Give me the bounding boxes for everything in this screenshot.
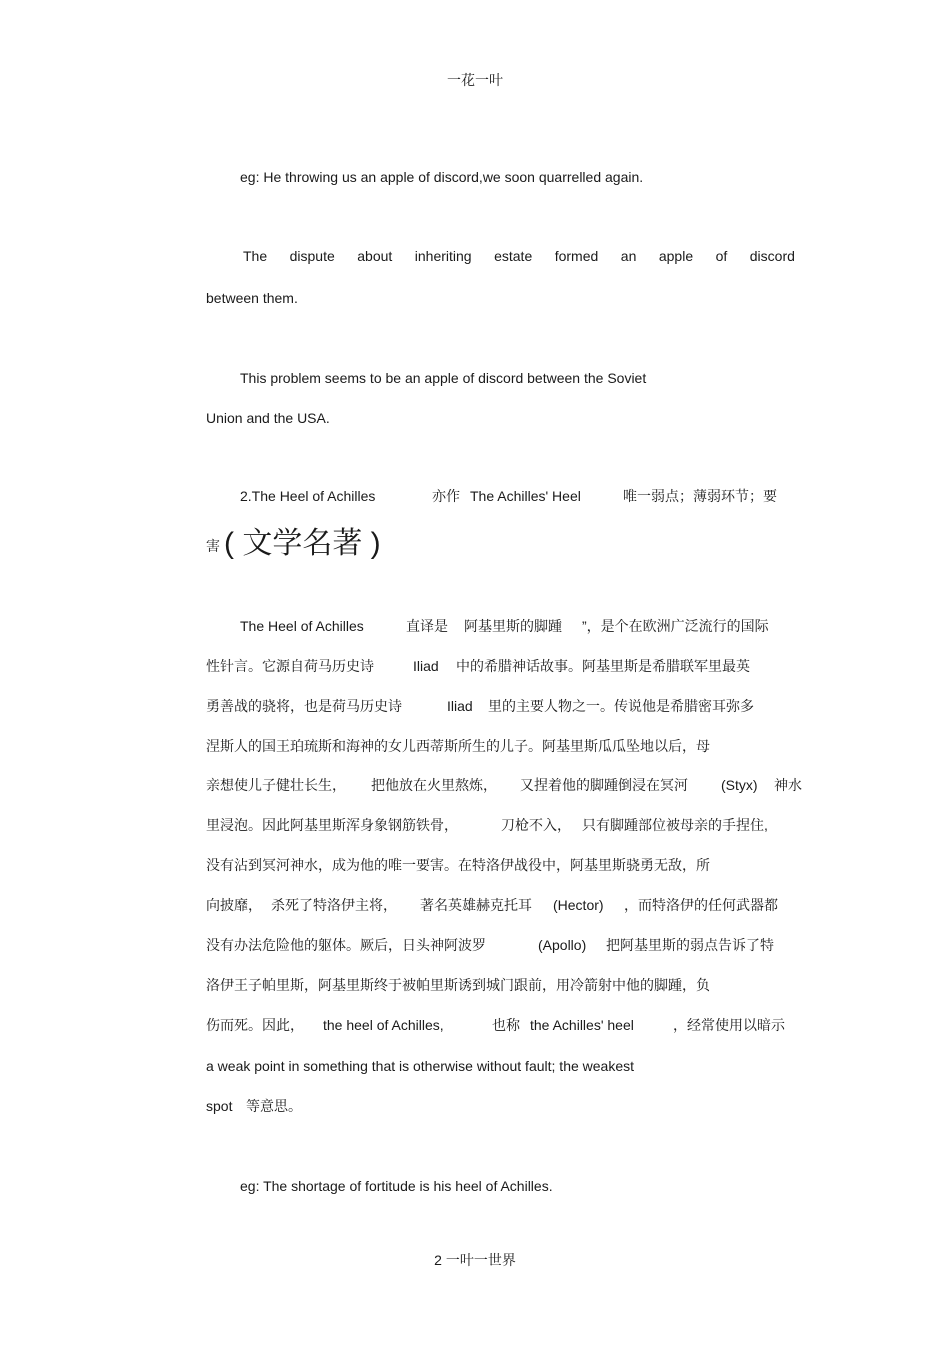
dispute-sentence-line [243,246,795,266]
story-text: 神水 [774,777,802,793]
story-text: 直译是 [406,618,448,634]
page-header: 一花一叶 [447,72,503,88]
story-text: 涅斯人的国王珀琉斯和海神的女儿西蒂斯所生的儿子。阿基里斯瓜瓜坠地以后，母 [206,738,710,754]
word: of [715,248,728,264]
story-text: 杀死了特洛伊主将， [271,897,397,913]
story-text: (Hector) [553,897,604,913]
word: discord [749,248,795,264]
story-text: 刀枪不入， [501,817,571,833]
story-text: 伤而死。因此， [206,1017,304,1033]
story-text: (Apollo) [538,937,587,953]
section-heading-aka-label: 亦作 [432,488,460,504]
story-text: a weak point in something that is otherwise without fault; the weakest [206,1058,635,1074]
problem-sentence-line1: This problem seems to be an apple of discord between the Soviet [240,370,647,386]
word: dispute [289,248,335,264]
story-text: 没有办法危险他的躯体。厥后，日头神阿波罗 [206,937,486,953]
story-text: 也称 [492,1017,520,1033]
example-sentence-1: eg: He throwing us an apple of discord,we soon quarrelled again. [240,169,644,185]
story-text: Iliad [447,698,473,714]
story-text: 等意思。 [246,1098,302,1114]
story-text: 把他放在火里熬炼， [371,777,497,793]
story-text: 勇善战的骁将，也是荷马历史诗 [206,698,402,714]
story-text: 中的希腊神话故事。阿基里斯是希腊联军里最英 [456,658,750,674]
section-heading-aka-value: The Achilles' Heel [470,488,581,504]
story-text: 亲想使儿子健壮长生， [206,777,346,793]
story-text: 里的主要人物之一。传说他是希腊密耳弥多 [488,698,754,714]
story-text: spot [206,1098,233,1114]
story-text: ，经常使用以暗示 [673,1017,785,1033]
story-text: 洛伊王子帕里斯，阿基里斯终于被帕里斯诱到城门跟前，用冷箭射中他的脚踵，负 [206,977,710,993]
example-sentence-2: eg: The shortage of fortitude is his heel of Achilles. [240,1178,553,1194]
story-text: Iliad [413,658,439,674]
section-heading-title: 2.The Heel of Achilles [240,488,376,504]
story-text: 著名英雄赫克托耳 [420,897,532,913]
word: formed [554,248,599,264]
page-footer: 2 一叶一世界 [434,1252,516,1268]
word: The [243,248,268,264]
word: inheriting [414,248,472,264]
section-heading-source: ( 文学名著 ) [224,527,381,560]
story-text: 又捏着他的脚踵倒浸在冥河 [520,777,688,793]
problem-sentence-line2: Union and the USA. [206,410,330,426]
story-text: ”，是个在欧洲广泛流行的国际 [582,618,769,634]
word: an [620,248,637,264]
story-text: 把阿基里斯的弱点告诉了特 [606,937,774,953]
story-text: 性针言。它源自荷马历史诗 [206,658,374,674]
story-text: 里浸泡。因此阿基里斯浑身象钢筋铁骨， [206,817,458,833]
word: about [357,248,393,264]
word: estate [494,248,533,264]
story-text: 向披靡， [206,897,262,913]
story-text: the Achilles' heel [530,1017,634,1033]
section-heading-meaning-end: 害 [206,538,220,554]
word: apple [658,248,694,264]
story-text: 没有沾到冥河神水，成为他的唯一要害。在特洛伊战役中，阿基里斯骁勇无敌，所 [206,857,710,873]
story-text: 阿基里斯的脚踵 [464,618,562,634]
section-heading-meaning: 唯一弱点；薄弱环节；要 [623,488,777,504]
story-text: the heel of Achilles, [323,1017,444,1033]
story-text: ，而特洛伊的任何武器都 [624,897,778,913]
dispute-sentence-tail: between them. [206,290,298,306]
story-text: (Styx) [721,777,758,793]
story-text: 只有脚踵部位被母亲的手捏住, [582,817,768,833]
story-text: The Heel of Achilles [240,618,364,634]
